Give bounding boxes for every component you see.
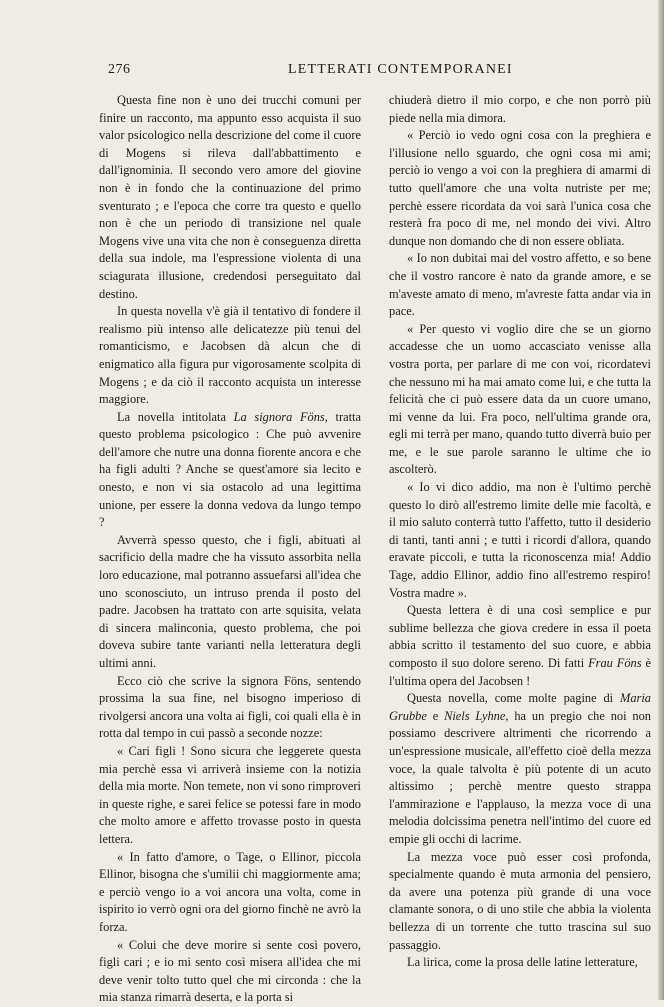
- right-column: [389, 92, 651, 972]
- paragraph: « Io non dubitai mai del vostro affetto, e so bene che il vostro rancore è nato da grande amore, e se m'aveste amato di meno, m'avreste fatta andar via in pace.: [389, 251, 651, 319]
- paragraph: In questa novella v'è già il tentativo di fondere il realismo più intenso alle delicatezze più tenui del romanticismo, e Jacobsen dà alcun che di enigmatico alla figura pur vigorosamente scolpita di Mogens ; e da ciò il racconto acquista un interesse maggiore.: [99, 304, 361, 407]
- paragraph: La lirica, come la prosa delle latine letterature,: [407, 955, 638, 970]
- page-number: 276: [108, 62, 131, 77]
- page-edge-shadow: [658, 0, 664, 1000]
- running-title: LETTERATI CONTEMPORANEI: [288, 62, 513, 77]
- paragraph-text: Questa novella, come molte pagine di: [407, 691, 621, 706]
- italic-title: Niels Lyhne,: [444, 708, 509, 723]
- paragraph: [99, 409, 361, 532]
- italic-title: Frau Föns: [588, 656, 642, 670]
- paragraph: « Per questo vi voglio dire che se un giorno accadesse che un uomo accasciato venisse alla vostra porta, per parlare di me con voi, ricordatevi che nessuno mi ha mai amato come lui, e che tutta la felicità che ci può essere data da un cuore umano, mi venne da lui. Fra poco, nell'ultima grande ora, egli mi terrà per mano, quando tutto diverrà buio per me, e le sue parole saranno le ultime che io ascolterò.: [389, 321, 651, 477]
- paragraph: « Perciò io vedo ogni cosa con la preghiera e l'illusione nello sguardo, che ogni cosa mi ami; perciò io vengo a voi con la preghiera di amarmi di tutto quell'amore che una volta nutriste per me; perchè essere ricordata da voi sarà l'unica cosa che resterà fra poco di me, nel mondo dei vivi. Altro dunque non domando che di non essere obliata.: [389, 128, 651, 248]
- paragraph-text: Questa lettera è di una così semplice e pur sublime bellezza che giova credere in essa il poeta abbia scritto il testamento del suo cuore, e abbia composto il suo dolore sereno. Di fatti: [389, 603, 651, 670]
- paragraph-text: ha un pregio che noi non possiamo descrivere altrimenti che ricorrendo a un'espressione musicale, all'effetto cioè della mezza voce, la quale talvolta è più potente di un acuto altissimo ; perchè mentre questo strappa l'ammirazione e l'applauso, la mezza voce di una melodia dolcissima penetra nell'intimo del cuore ed empie gli occhi di lacrime.: [389, 708, 651, 846]
- paragraph: La mezza voce può esser così profonda, specialmente quando è muta armonia del pensiero, da avere una potenza più grande di una voce clamante sonora, o di uno stile che abbia la violenta bellezza di un torrente che tutto trascina sul suo passaggio.: [389, 849, 651, 952]
- paragraph: [389, 690, 651, 848]
- paragraph-text: è l'ultima opera del Jacobsen !: [389, 656, 651, 688]
- paragraph: « Io vi dico addio, ma non è l'ultimo perchè questo lo dirò all'estremo limite delle mie facoltà, e il mio saluto conterrà tutto l'affetto, tutto il desiderio di tanti, tanti anni ; e tutti i ricordi d'allora, quando eravate piccoli, e tutta la riconoscenza mia! Addio Tage, addio Ellinor, addio fino all'estremo respiro! Vostra madre ».: [389, 480, 651, 600]
- paragraph: chiuderà dietro il mio corpo, e che non porrò più piede nella mia dimora.: [389, 93, 651, 125]
- paragraph: « In fatto d'amore, o Tage, o Ellinor, piccola Ellinor, bisogna che s'umilii chi maggiormente ama; e perciò vengo io a voi ancora una volta, come in ispirito io verrò ogni ora del giorno finchè ne avrò la forza.: [99, 849, 361, 934]
- paragraph-text: , tratta questo problema psicologico : Che può avvenire dell'amore che nutre una donna fiorente ancora e che ha figli adulti ? Anche se quest'amore sia lecito e onesto, e non vi sia ostacolo ad una legittima unione, per essere la donna vedova da lungo tempo ?: [99, 409, 361, 530]
- paragraph: « Cari figli ! Sono sicura che leggerete questa mia perchè essa vi arriverà insieme con la notizia della mia morte. Non temete, non vi sono rimproveri in queste righe, e sarei felice se potessi fare in modo che molto amore e affetto trovasse posto in questa lettera.: [99, 743, 361, 846]
- paragraph: Ecco ciò che scrive la signora Föns, sentendo prossima la sua fine, nel bisogno imperioso di rivolgersi ancora una volta ai figli, coi quali ella è in rotta dal tempo in cui passò a seconde nozze:: [99, 673, 361, 741]
- paragraph: Questa fine non è uno dei trucchi comuni per finire un racconto, ma appunto esso acquista il suo valor psicologico nella descrizione del come il cuore di Mogens si rileva dall'abbattimento e dall'ignominia. Il secondo vero amore del giovine non è in fondo che la continuazione del primo sventurato ; e l'epoca che corre tra questo e quello non è che un periodo di transizione nel quale Mogens vive una vita che non è conseguenza diretta della sua indole, ma l'espressione violenta di una sciagurata illusione, credendosi perseguitato dal destino.: [99, 93, 361, 301]
- italic-title: Maria Grubbe: [389, 691, 651, 723]
- paragraph-text: La novella intitolata: [117, 409, 234, 424]
- italic-title: La signora Föns: [233, 409, 325, 424]
- paragraph: [389, 602, 651, 690]
- paragraph-text: e: [426, 708, 445, 723]
- paragraph: « Colui che deve morire si sente così povero, figli cari ; e io mi sento così misera all'idea che mi deve venir tolto tutto quel che mi circonda : che la mia stanza rimarrà deserta, e la porta si: [99, 937, 361, 1005]
- paragraph: Avverrà spesso questo, che i figli, abituati al sacrificio della madre che ha vissuto assorbita nella loro educazione, mal potranno assuefarsi all'idea che uno sconosciuto, un intruso prenda il posto del padre. Jacobsen ha trattato con arte squisita, velata di sincera malinconia, questo problema, che poi doveva subire tante varianti nella letteratura degli ultimi anni.: [99, 532, 361, 670]
- left-column: [99, 92, 361, 1007]
